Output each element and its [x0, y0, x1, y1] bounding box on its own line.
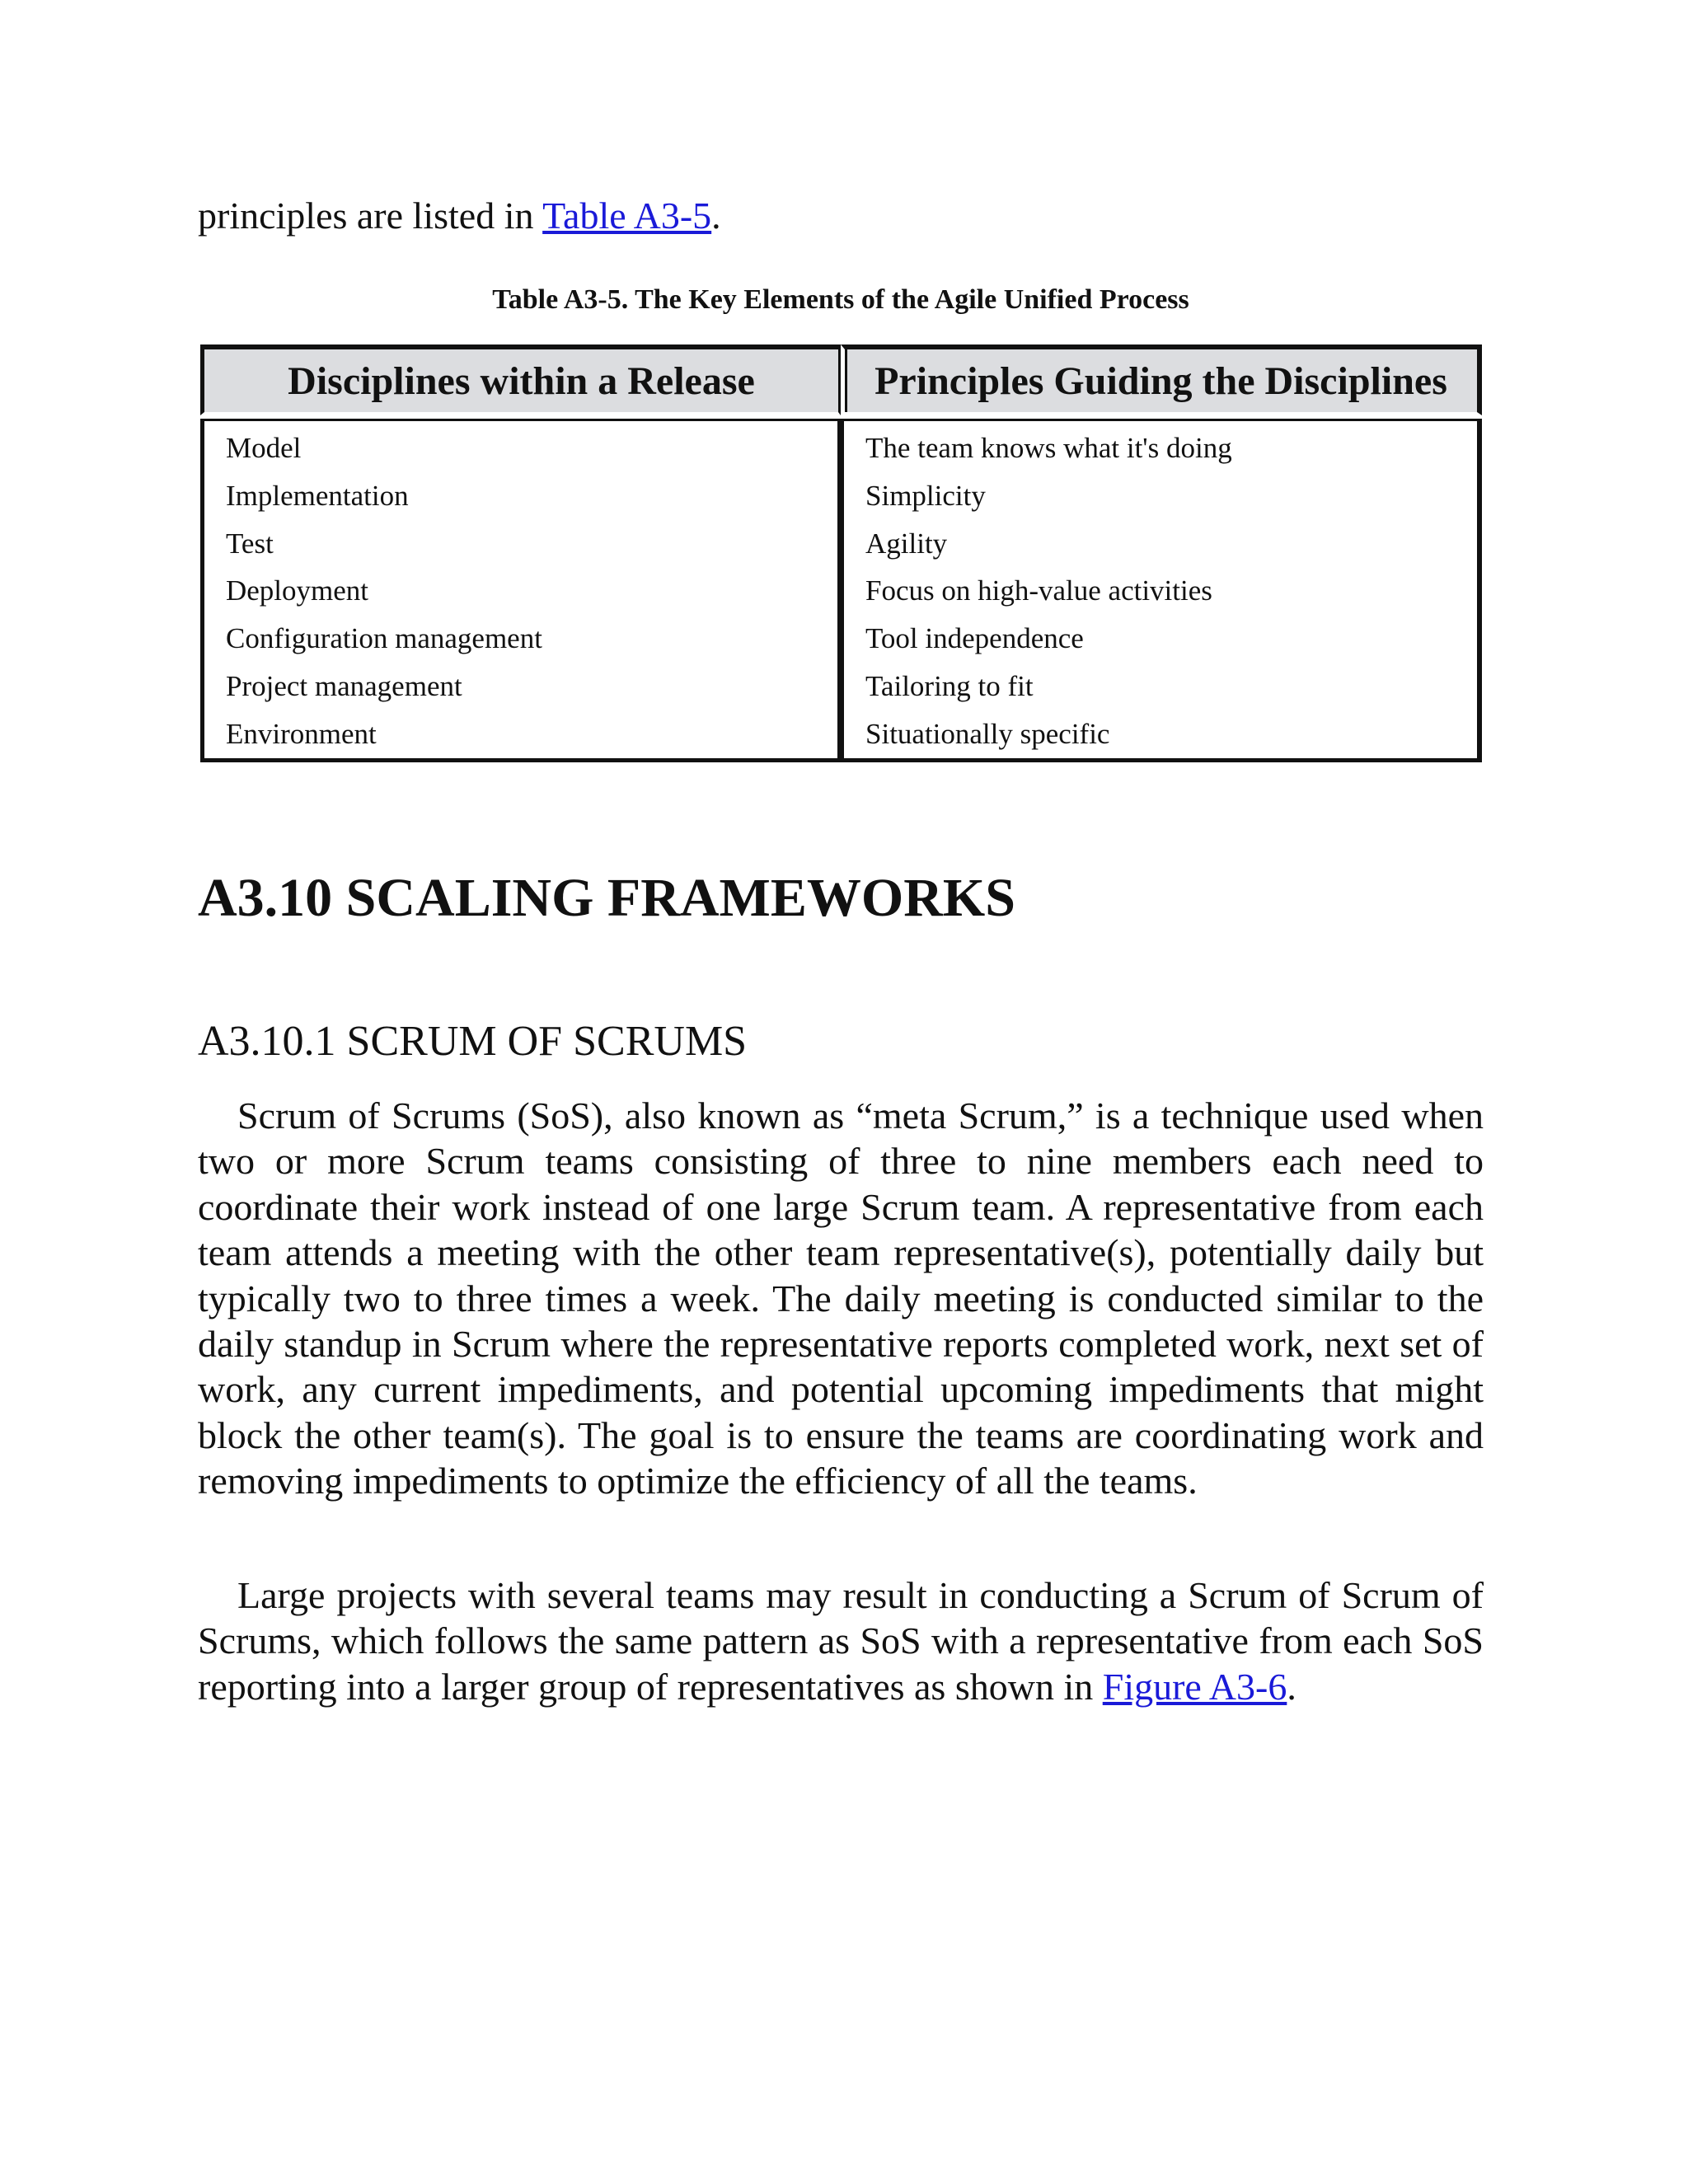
discipline-cell: Model: [226, 432, 302, 464]
principle-cell: Tailoring to fit: [865, 669, 1034, 702]
discipline-cell: Test: [226, 527, 274, 560]
figure-a3-6-link[interactable]: Figure A3-6: [1102, 1665, 1287, 1708]
section-heading: A3.10 SCALING FRAMEWORKS: [198, 868, 1015, 928]
intro-period: .: [711, 194, 721, 237]
header-disciplines: Disciplines within a Release: [200, 344, 841, 415]
subsection-heading: A3.10.1 SCRUM OF SCRUMS: [198, 1018, 748, 1065]
discipline-cell: Configuration management: [226, 622, 542, 655]
discipline-cell: Project management: [226, 669, 462, 702]
discipline-cell: Implementation: [226, 479, 409, 512]
paragraph-period: .: [1287, 1665, 1296, 1708]
discipline-cell: Environment: [226, 717, 377, 750]
principle-cell: Agility: [865, 527, 948, 560]
discipline-cell: Deployment: [226, 574, 369, 607]
principle-cell: The team knows what it's doing: [865, 432, 1232, 464]
paragraph-sos: Scrum of Scrums (SoS), also known as “meta Scrum,” is a technique used when two or more Scrum teams consisting of three to nine members each need to coordinate their work instead of one large Scrum team. A representative from each team attends a meeting with the other team representative(s), potentially daily but typically two to three times a week. The daily meeting is conducted similar to the daily standup in Scrum where the representative reports completed work, next set of work, any current impediments, and potential upcoming impediments that might block the other team(s). The goal is to ensure the teams are coordinating work and removing impediments to optimize the efficiency of all the teams.: [198, 1094, 1484, 1502]
principle-cell: Simplicity: [865, 479, 986, 512]
table-body: [200, 419, 1482, 762]
principle-cell: Situationally specific: [865, 717, 1110, 750]
paragraph-large-projects: [198, 1572, 1484, 1709]
table-caption: Table A3-5. The Key Elements of the Agile Unified Process: [492, 284, 1189, 315]
table-header-row: [200, 344, 1482, 415]
principles-column: [841, 419, 1482, 758]
key-elements-table: [200, 344, 1482, 762]
disciplines-column: [200, 419, 841, 758]
paragraph-text: Large projects with several teams may result in conducting a Scrum of Scrum of Scrums, which follows the same pattern as SoS with a representative from each SoS reporting into a larger group of representatives as shown in: [198, 1574, 1484, 1708]
principle-cell: Focus on high-value activities: [865, 574, 1212, 607]
header-principles: Principles Guiding the Disciplines: [841, 344, 1482, 415]
principle-cell: Tool independence: [865, 622, 1084, 655]
intro-text: principles are listed in: [198, 194, 543, 237]
table-a3-5-link[interactable]: Table A3-5: [542, 194, 712, 237]
intro-line: [198, 191, 721, 241]
